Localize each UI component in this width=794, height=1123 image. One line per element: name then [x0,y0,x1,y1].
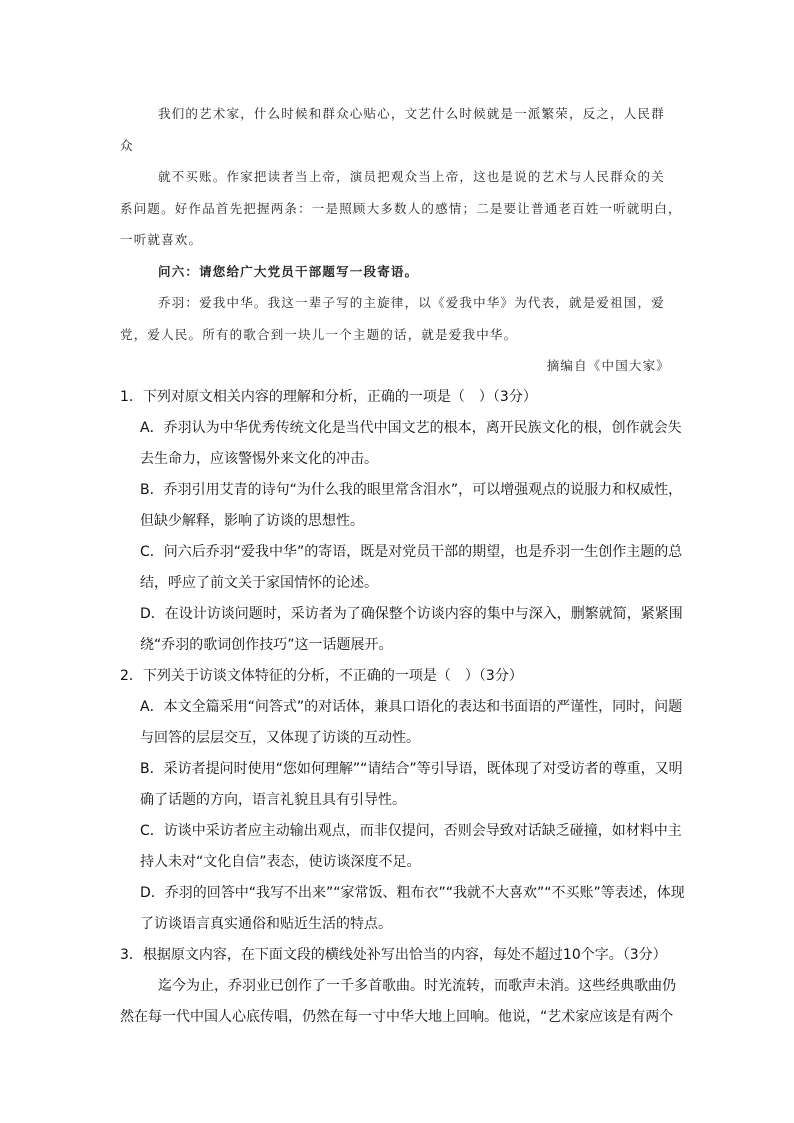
question-1-option-c-cont: 结，呼应了前文关于家国情怀的论述。 [140,575,378,591]
question-3-passage-line: 然在每一代中国人心底传唱，仍然在每一寸中华大地上回响。他说，“艺术家应该是有两个 [120,1009,674,1025]
passage-line: 众 [120,138,134,153]
question-2-option-c-cont: 持人未对“文化自信”表态，使访谈深度不足。 [140,854,421,870]
question-3-passage-line: 迄今为止，乔羽业已创作了一千多首歌曲。时光流转，而歌声未消。这些经典歌曲仍 [158,978,676,994]
question-2-option-d: D．乔羽的回答中“我写不出来”“家常饭、粗布衣”“我就不大喜欢”“不买账”等表述，体现 [140,885,685,901]
question-2-option-a: A．本文全篇采用“问答式”的对话体，兼具口语化的表达和书面语的严谨性，同时，问题 [140,699,683,715]
question-2-option-b: B．采访者提问时使用“您如何理解”“请结合”等引导语，既体现了对受访者的尊重，又明 [140,761,683,777]
passage-line: 就不买账。作家把读者当上帝，演员把观众当上帝，这也是说的艺术与人民群众的关 [158,169,665,184]
question-2-option-a-cont: 与回答的层层交互，又体现了访谈的互动性。 [140,730,420,746]
question-1-option-d-cont: 绕“乔羽的歌词创作技巧”这一话题展开。 [140,637,393,653]
question-1-option-b-cont: 但缺少解释，影响了访谈的思想性。 [140,513,364,529]
question-2-option-d-cont: 了访谈语言真实通俗和贴近生活的特点。 [140,916,392,932]
question-3-stem: 3．根据原文内容，在下面文段的横线处补写出恰当的内容，每处不超过10个字。（3分） [120,947,667,963]
passage-line: 一听就喜欢。 [120,232,203,247]
question-1-option-a-cont: 去生命力，应该警惕外来文化的冲击。 [140,451,378,467]
passage-line: 党，爱人民。所有的歌合到一块儿一个主题的话，就是爱我中华。 [120,327,518,342]
question-1-option-c: C．问六后乔羽“爱我中华”的寄语，既是对党员干部的期望，也是乔羽一生创作主题的总 [140,544,683,560]
question-1-option-a: A．乔羽认为中华优秀传统文化是当代中国文艺的根本，离开民族文化的根，创作就会失 [140,420,682,436]
passage-line: 乔羽：爱我中华。我这一辈子写的主旋律，以《爱我中华》为代表，就是爱祖国，爱 [158,295,665,310]
question-2-stem: 2．下列关于访谈文体特征的分析，不正确的一项是（ ）（3分） [120,668,523,684]
question-1-option-d: D．在设计访谈问题时，采访者为了确保整个访谈内容的集中与深入，删繁就简，紧紧围 [140,606,683,622]
question-1-option-b: B．乔羽引用艾青的诗句“为什么我的眼里常含泪水”，可以增强观点的说服力和权威性， [140,482,683,498]
question-2-option-c: C．访谈中采访者应主动输出观点，而非仅提问，否则会导致对话缺乏碰撞，如材料中主 [140,823,682,839]
interview-question-six: 问六：请您给广大党员干部题写一段寄语。 [158,264,419,279]
passage-line: 系问题。好作品首先把握两条：一是照顾大多数人的感情；二是要让普通老百姓一听就明白， [120,201,682,216]
source-citation: 摘编自《中国大家》 [546,358,670,373]
question-2-option-b-cont: 确了话题的方向，语言礼貌且具有引导性。 [140,792,406,808]
passage-line: 我们的艺术家，什么时候和群众心贴心，文艺什么时候就是一派繁荣，反之，人民群 [158,106,665,121]
question-1-stem: 1．下列对原文相关内容的理解和分析，正确的一项是（ ）（3分） [120,389,537,405]
